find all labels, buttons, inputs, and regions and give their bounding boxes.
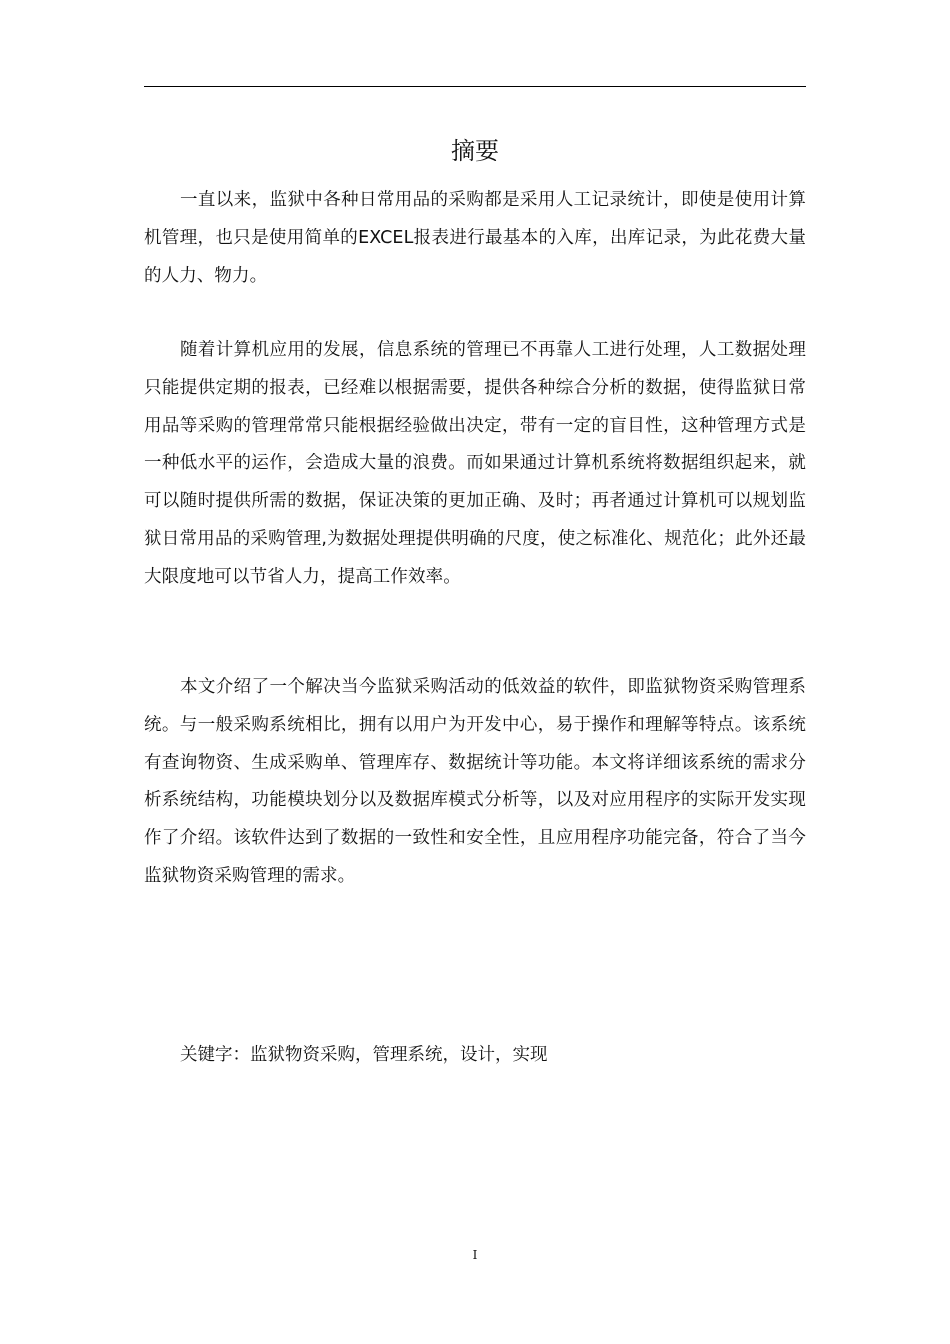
abstract-paragraph-3: 本文介绍了一个解决当今监狱采购活动的低效益的软件，即监狱物资采购管理系统。与一般采购系统相比，拥有以用户为开发中心，易于操作和理解等特点。该系统有查询物资、生成采购单、管理库存、数据统计等功能。本文将详细该系统的需求分析系统结构，功能模块划分以及数据库模式分析等，以及对应用程序的实际开发实现作了介绍。该软件达到了数据的一致性和安全性，且应用程序功能完备，符合了当今监狱物资采购管理的需求。 <box>144 677 806 886</box>
header-rule <box>144 86 806 87</box>
abstract-paragraph-2: 随着计算机应用的发展，信息系统的管理已不再靠人工进行处理，人工数据处理只能提供定期的报表，已经难以根据需要，提供各种综合分析的数据，使得监狱日常用品等采购的管理常常只能根据经验做出决定，带有一定的盲目性，这种管理方式是一种低水平的运作，会造成大量的浪费。而如果通过计算机系统将数据组织起来，就可以随时提供所需的数据，保证决策的更加正确、及时；再者通过计算机可以规划监狱日常用品的采购管理,为数据处理提供明确的尺度，使之标准化、规范化；此外还最大限度地可以节省人力，提高工作效率。 <box>144 340 806 587</box>
abstract-paragraph-1: 一直以来，监狱中各种日常用品的采购都是采用人工记录统计，即使是使用计算机管理，也只是使用简单的EXCEL报表进行最基本的入库，出库记录，为此花费大量的人力、物力。 <box>144 190 806 286</box>
keywords-line: 关键字：监狱物资采购，管理系统，设计，实现 <box>180 1045 548 1065</box>
page-title: 摘要 <box>451 137 499 165</box>
page-number: I <box>472 1248 478 1262</box>
